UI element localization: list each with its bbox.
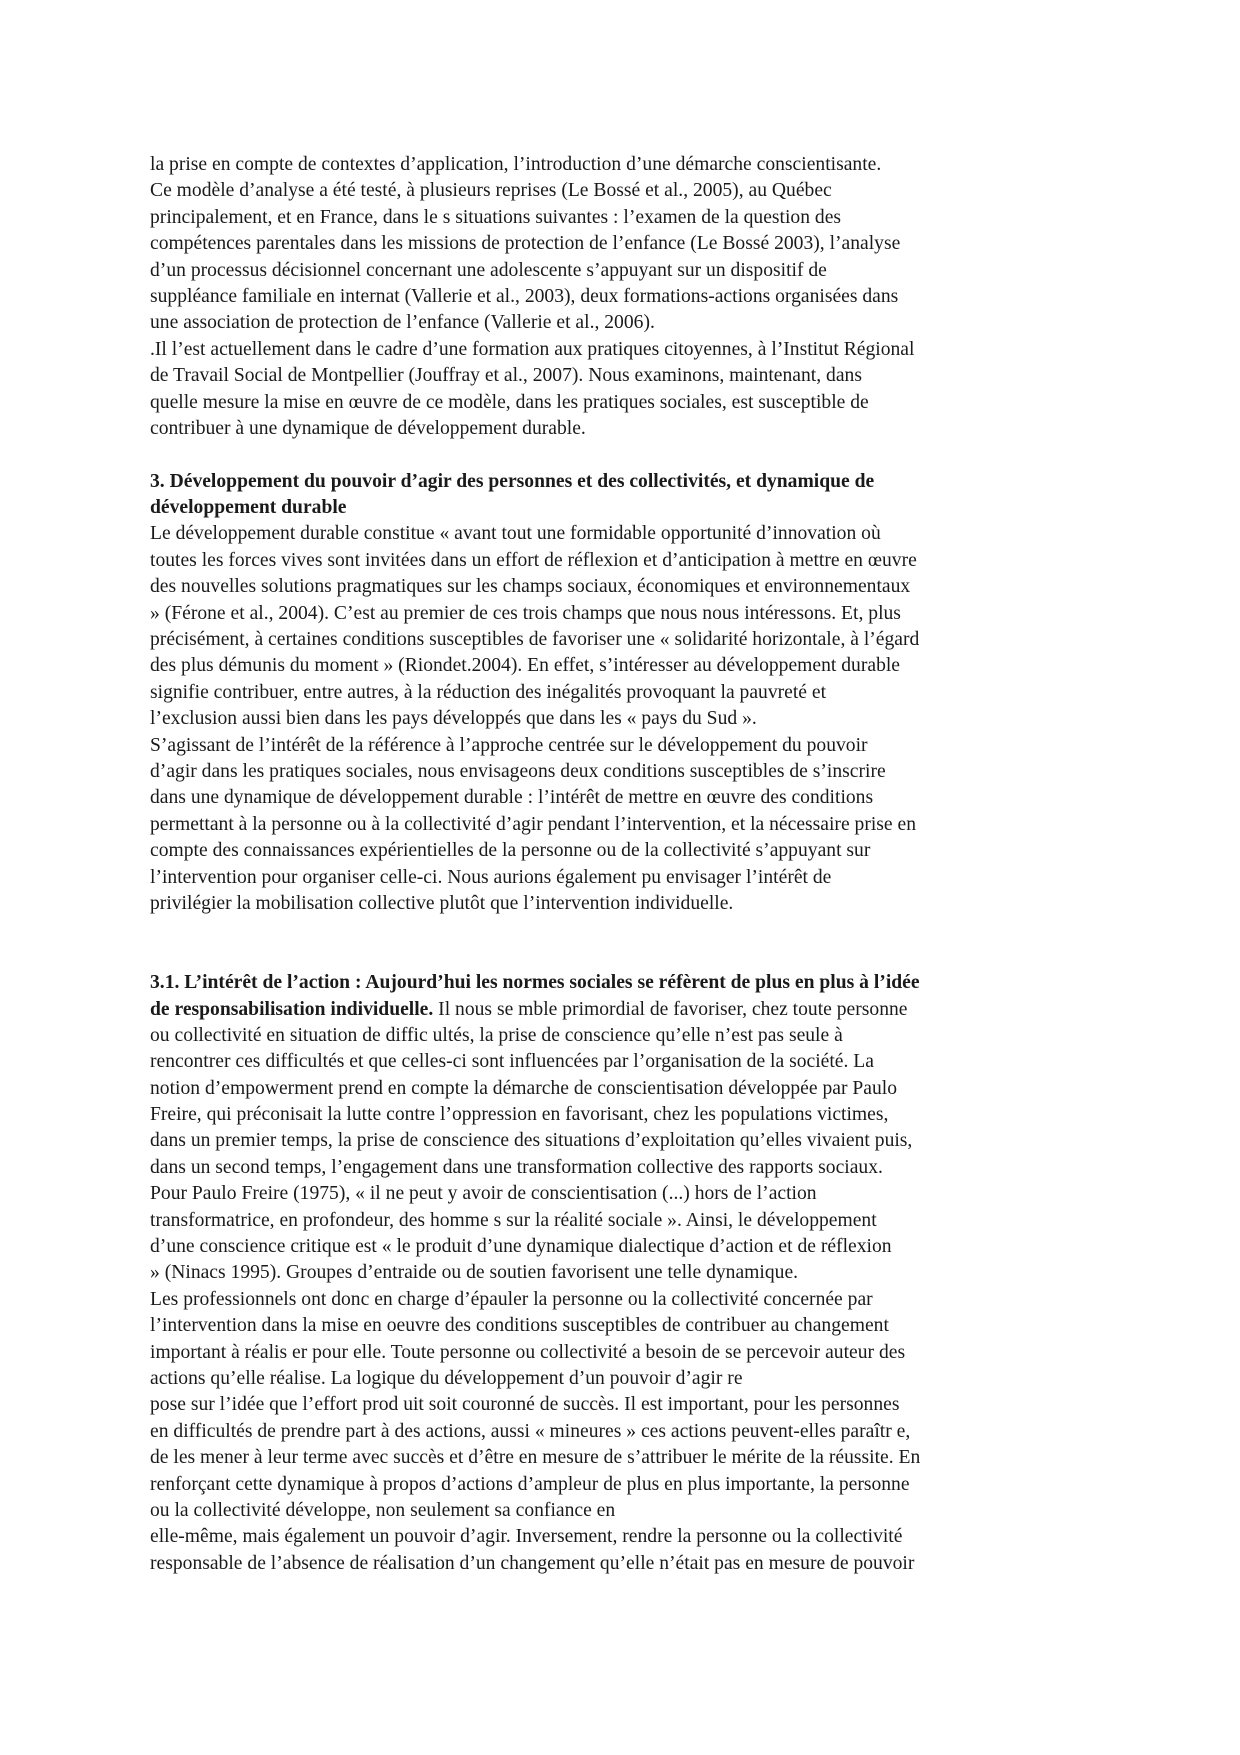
text-line: toutes les forces vives sont invitées dans un effort de réflexion et d’anticipation à mettre en œuvre <box>150 549 917 571</box>
text-line: renforçant cette dynamique à propos d’actions d’ampleur de plus en plus importante, la personne <box>150 1473 910 1495</box>
section-3-heading: 3. Développement du pouvoir d’agir des personnes et des collectivités, et dynamique de <box>150 470 875 492</box>
text-line: d’une conscience critique est « le produit d’une dynamique dialectique d’action et de réflexion <box>150 1236 892 1258</box>
text-line: dans une dynamique de développement durable : l’intérêt de mettre en œuvre des conditions <box>150 787 874 809</box>
text-line: dans un second temps, l’engagement dans une transformation collective des rapports sociaux. <box>150 1156 883 1178</box>
text-line: précisément, à certaines conditions susceptibles de favoriser une « solidarité horizontale, à l’égard <box>150 629 920 651</box>
text-line: suppléance familiale en internat (Vallerie et al., 2003), deux formations-actions organisées dans <box>150 285 899 307</box>
text-line: l’intervention pour organiser celle-ci. Nous aurions également pu envisager l’intérêt de <box>150 866 832 888</box>
text-line: Les professionnels ont donc en charge d’épauler la personne ou la collectivité concernée par <box>150 1288 873 1310</box>
section-3-1-heading-end: de responsabilisation individuelle. <box>150 998 434 1020</box>
paragraph-gap <box>150 917 1100 970</box>
text-line: de Travail Social de Montpellier (Jouffray et al., 2007). Nous examinons, maintenant, dans <box>150 365 862 387</box>
text-line: Ce modèle d’analyse a été testé, à plusieurs reprises (Le Bossé et al., 2005), au Québec <box>150 180 832 202</box>
text-line: Pour Paulo Freire (1975), « il ne peut y avoir de conscientisation (...) hors de l’action <box>150 1183 817 1205</box>
text-line: l’exclusion aussi bien dans les pays développés que dans les « pays du Sud ». <box>150 708 757 730</box>
section-3-1-heading: 3.1. L’intérêt de l’action : Aujourd’hui les normes sociales se réfèrent de plus en plus à l’idée <box>150 972 920 994</box>
intro-paragraph <box>150 152 1100 442</box>
text-line: de les mener à leur terme avec succès et d’être en mesure de s’attribuer le mérite de la réussite. En <box>150 1447 921 1469</box>
text-line: important à réalis er pour elle. Toute personne ou collectivité a besoin de se percevoir auteur des <box>150 1341 906 1363</box>
text-line: compte des connaissances expérientielles de la personne ou de la collectivité s’appuyant sur <box>150 840 871 862</box>
text-line: d’agir dans les pratiques sociales, nous envisageons deux conditions susceptibles de s’inscrire <box>150 760 886 782</box>
text-line: en difficultés de prendre part à des actions, aussi « mineures » ces actions peuvent-elles paraîtr e, <box>150 1420 911 1442</box>
text-line: notion d’empowerment prend en compte la démarche de conscientisation développée par Paulo <box>150 1077 898 1099</box>
text-line: actions qu’elle réalise. La logique du développement d’un pouvoir d’agir re <box>150 1367 743 1389</box>
text-line: » (Férone et al., 2004). C’est au premier de ces trois champs que nous nous intéressons. Et, plus <box>150 602 901 624</box>
text-line: une association de protection de l’enfance (Vallerie et al., 2006). <box>150 312 655 334</box>
text-line: pose sur l’idée que l’effort prod uit soit couronné de succès. Il est important, pour les personnes <box>150 1394 900 1416</box>
text-line: .Il l’est actuellement dans le cadre d’une formation aux pratiques citoyennes, à l’Institut Régional <box>150 338 915 360</box>
text-line: S’agissant de l’intérêt de la référence à l’approche centrée sur le développement du pouvoir <box>150 734 868 756</box>
text-line: signifie contribuer, entre autres, à la réduction des inégalités provoquant la pauvreté et <box>150 681 827 703</box>
text-line: ou la collectivité développe, non seulement sa confiance en <box>150 1499 616 1521</box>
text-line: rencontrer ces difficultés et que celles-ci sont influencées par l’organisation de la société. La <box>150 1051 874 1073</box>
text-line: permettant à la personne ou à la collectivité d’agir pendant l’intervention, et la nécessaire prise en <box>150 813 917 835</box>
text-line: Freire, qui préconisait la lutte contre l’oppression en favorisant, chez les populations victimes, <box>150 1104 889 1126</box>
text-line: principalement, et en France, dans le s situations suivantes : l’examen de la question des <box>150 206 842 228</box>
text-line: contribuer à une dynamique de développement durable. <box>150 417 586 439</box>
section-3-1 <box>150 970 1100 1577</box>
text-line: des plus démunis du moment » (Riondet.2004). En effet, s’intéresser au développement durable <box>150 655 901 677</box>
text-line: responsable de l’absence de réalisation d’un changement qu’elle n’était pas en mesure de pouvoir <box>150 1552 915 1574</box>
text-line: des nouvelles solutions pragmatiques sur les champs sociaux, économiques et environnementaux <box>150 576 911 598</box>
section-3-heading: développement durable <box>150 497 347 519</box>
text-line: » (Ninacs 1995). Groupes d’entraide ou de soutien favorisent une telle dynamique. <box>150 1262 799 1284</box>
text-line: elle-même, mais également un pouvoir d’agir. Inversement, rendre la personne ou la collectivité <box>150 1526 903 1548</box>
text-line: transformatrice, en profondeur, des homme s sur la réalité sociale ». Ainsi, le développement <box>150 1209 877 1231</box>
text-line: ou collectivité en situation de diffic ultés, la prise de conscience qu’elle n’est pas seule à <box>150 1024 843 1046</box>
text-line: compétences parentales dans les missions de protection de l’enfance (Le Bossé 2003), l’analyse <box>150 233 901 255</box>
text-run: Il nous se mble primordial de favoriser, chez toute personne <box>433 998 908 1020</box>
text-line: privilégier la mobilisation collective plutôt que l’intervention individuelle. <box>150 892 734 914</box>
text-line <box>150 997 1100 1023</box>
text-line: la prise en compte de contextes d’application, l’introduction d’une démarche conscientisante. <box>150 154 882 175</box>
paragraph-gap <box>150 442 1100 468</box>
text-line: quelle mesure la mise en œuvre de ce modèle, dans les pratiques sociales, est susceptible de <box>150 391 869 413</box>
text-line: dans un premier temps, la prise de conscience des situations d’exploitation qu’elles vivaient puis, <box>150 1130 913 1152</box>
section-3 <box>150 469 1100 918</box>
text-line: d’un processus décisionnel concernant une adolescente s’appuyant sur un dispositif de <box>150 259 827 281</box>
text-line: l’intervention dans la mise en oeuvre des conditions susceptibles de contribuer au changement <box>150 1315 889 1337</box>
text-line: Le développement durable constitue « avant tout une formidable opportunité d’innovation où <box>150 523 881 545</box>
document-page <box>150 152 1100 1577</box>
